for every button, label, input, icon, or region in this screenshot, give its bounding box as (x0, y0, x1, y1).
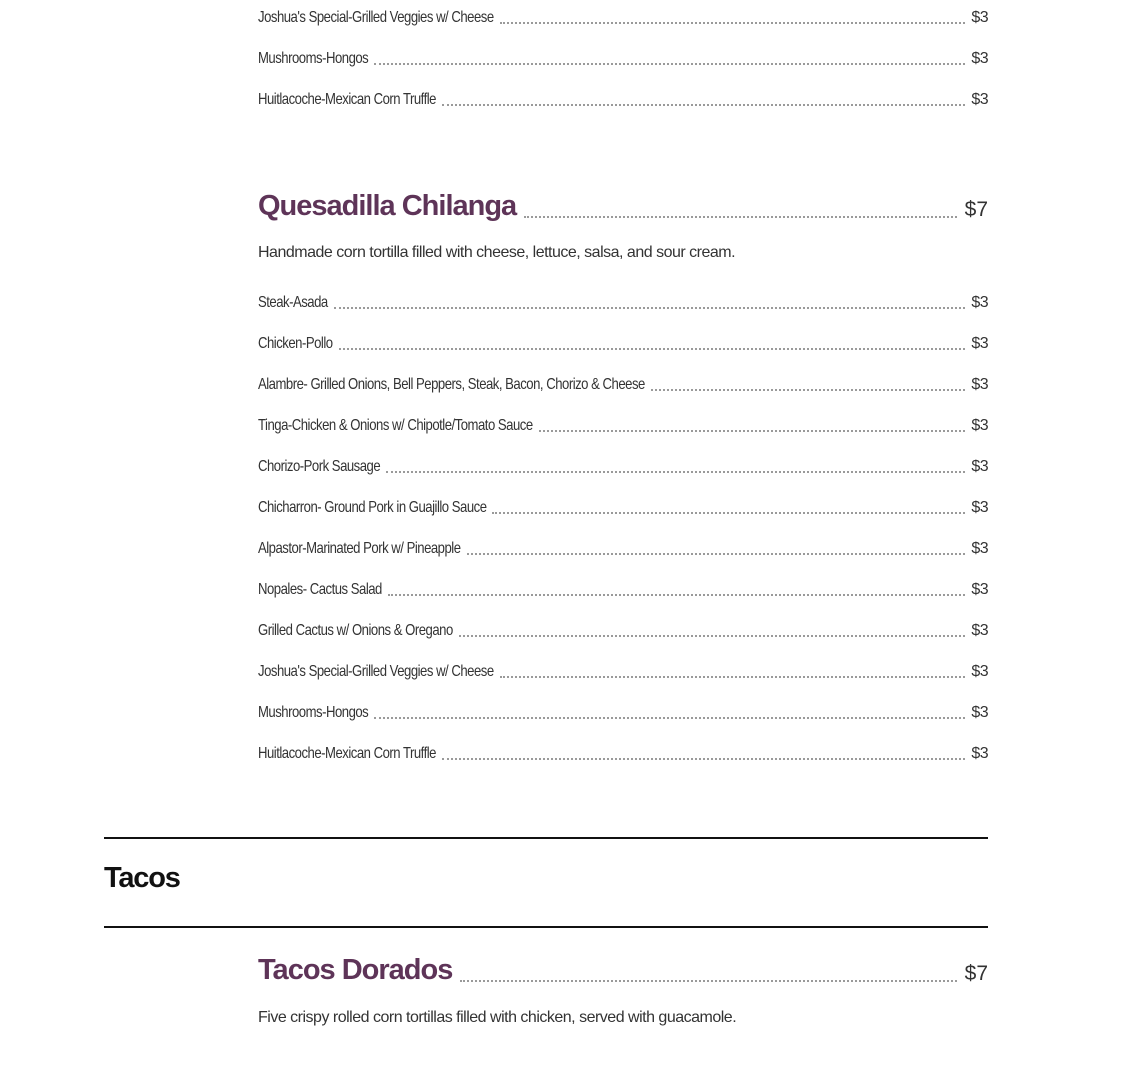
menu-item-price: $3 (971, 622, 988, 639)
menu-item-name: Alambre- Grilled Onions, Bell Peppers, Steak, Bacon, Chorizo & Cheese (258, 376, 645, 393)
menu-item (258, 490, 988, 518)
dot-leader (442, 104, 965, 106)
menu-item-name: Steak-Asada (258, 294, 328, 311)
section-divider-top (104, 837, 988, 839)
menu-item-name: Mushrooms-Hongos (258, 50, 369, 67)
dish-description: Handmade corn tortilla filled with cheese, lettuce, salsa, and sour cream. (258, 244, 736, 261)
menu-item-price: $3 (971, 335, 988, 352)
dot-leader (442, 758, 965, 760)
menu-item-name: Huitlacoche-Mexican Corn Truffle (258, 745, 436, 762)
menu-item (258, 695, 988, 723)
menu-item (258, 367, 988, 395)
dish-price: $7 (964, 962, 988, 985)
dot-leader (339, 348, 966, 350)
menu-item (258, 41, 988, 69)
menu-item-name: Chicken-Pollo (258, 335, 333, 352)
dot-leader (467, 553, 966, 555)
menu-item-price: $3 (971, 294, 988, 311)
dot-leader (459, 635, 966, 637)
menu-item-name: Grilled Cactus w/ Onions & Oregano (258, 622, 453, 639)
menu-item-price: $3 (971, 704, 988, 721)
menu-item (258, 285, 988, 313)
dish-price: $7 (964, 198, 988, 221)
menu-item-name: Nopales- Cactus Salad (258, 581, 382, 598)
dot-leader (500, 22, 966, 24)
dot-leader (374, 717, 965, 719)
menu-item-price: $3 (971, 417, 988, 434)
menu-item-price: $3 (971, 499, 988, 516)
menu-item (258, 572, 988, 600)
menu-item-price: $3 (971, 745, 988, 762)
menu-item-price: $3 (971, 663, 988, 680)
menu-item (258, 82, 988, 110)
menu-item-name: Joshua's Special-Grilled Veggies w/ Cheese (258, 663, 494, 680)
dot-leader (460, 980, 956, 982)
dot-leader (386, 471, 965, 473)
menu-item-name: Tinga-Chicken & Onions w/ Chipotle/Tomato Sauce (258, 417, 533, 434)
menu-item-price: $3 (971, 50, 988, 67)
menu-item (258, 326, 988, 354)
dish-header-tacos-dorados (258, 948, 988, 988)
menu-item-name: Mushrooms-Hongos (258, 704, 369, 721)
menu-item (258, 0, 988, 28)
section-divider-bottom (104, 926, 988, 928)
menu-item-price: $3 (971, 9, 988, 26)
menu-item-name: Chorizo-Pork Sausage (258, 458, 381, 475)
menu-item-name: Alpastor-Marinated Pork w/ Pineapple (258, 540, 461, 557)
dish-title: Quesadilla Chilanga (258, 190, 517, 222)
section-title: Tacos (104, 862, 180, 894)
dish-description: Five crispy rolled corn tortillas filled with chicken, served with guacamole. (258, 1009, 737, 1026)
dot-leader (492, 512, 965, 514)
menu-item-price: $3 (971, 540, 988, 557)
dot-leader (500, 676, 966, 678)
menu-item-name: Huitlacoche-Mexican Corn Truffle (258, 91, 436, 108)
menu-item (258, 531, 988, 559)
menu-item (258, 449, 988, 477)
menu-item-name: Joshua's Special-Grilled Veggies w/ Cheese (258, 9, 494, 26)
dot-leader (388, 594, 966, 596)
menu-item (258, 408, 988, 436)
dot-leader (651, 389, 966, 391)
dish-title: Tacos Dorados (258, 954, 453, 986)
dot-leader (334, 307, 966, 309)
menu-item-price: $3 (971, 458, 988, 475)
menu-item (258, 736, 988, 764)
menu-item (258, 654, 988, 682)
menu-item-price: $3 (971, 91, 988, 108)
dot-leader (524, 216, 956, 218)
dot-leader (374, 63, 965, 65)
dish-header-quesadilla (258, 184, 988, 224)
menu-item-name: Chicharron- Ground Pork in Guajillo Sauce (258, 499, 487, 516)
menu-item-price: $3 (971, 376, 988, 393)
dot-leader (539, 430, 966, 432)
menu-item (258, 613, 988, 641)
menu-item-price: $3 (971, 581, 988, 598)
